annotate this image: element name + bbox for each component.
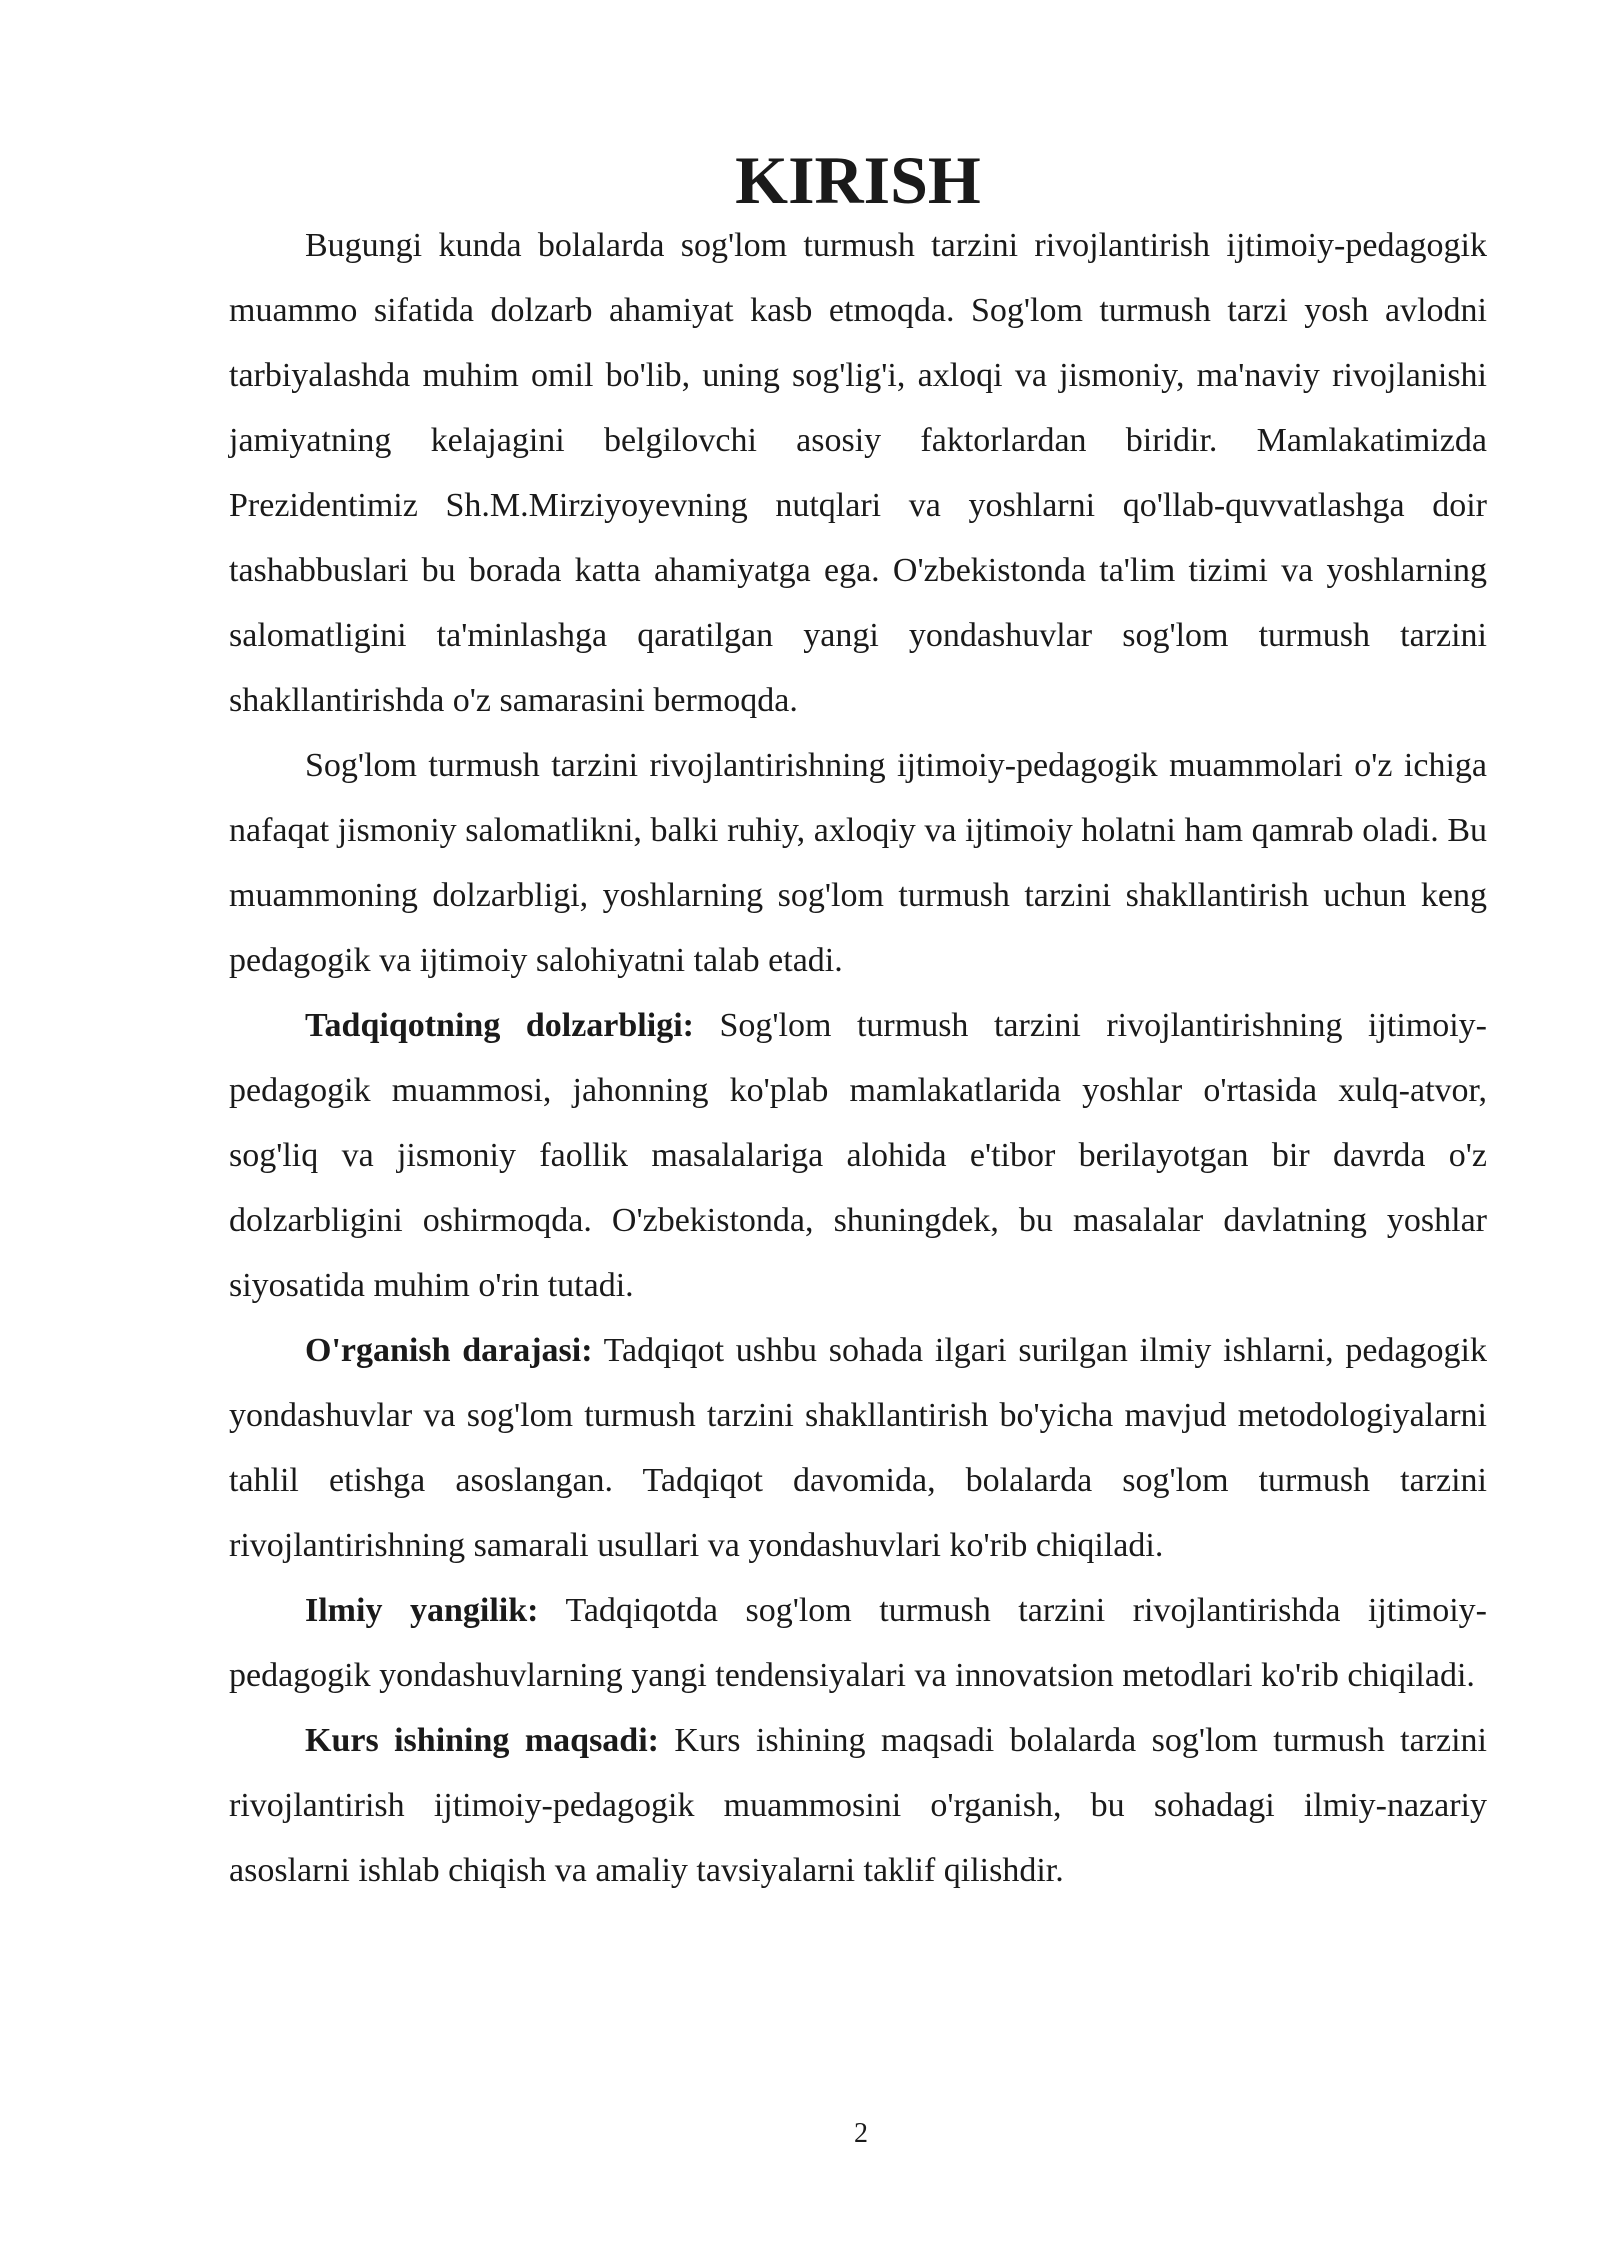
paragraph-text: Bugungi kunda bolalarda sog'lom turmush tarzini rivojlantirish ijtimoiy-pedagogik muammo sifatida dolzarb ahamiyat kasb etmoqda. Sog'lom turmush tarzi yosh avlodni tarbiyalashda muhim omil bo'lib, uning sog'lig'i, axloqi va jismoniy, ma'naviy rivojlanishi jamiyatning kelajagini belgilovchi asosiy faktorlardan biridir. Mamlakatimizda Prezidentimiz Sh.M.Mirziyoyevning nutqlari va yoshlarni qo'llab-quvvatlashga doir tashabbuslari bu borada katta ahamiyatga ega. O'zbekistonda ta'lim tizimi va yoshlarning salomatligini ta'minlashga qaratilgan yangi yondashuvlar sog'lom turmush tarzini shakllantirishda o'z samarasini bermoqda. [229, 227, 1487, 719]
paragraph-lead: Tadqiqotning dolzarbligi: [305, 1007, 694, 1044]
paragraph-lead: O'rganish darajasi: [305, 1332, 593, 1369]
page-body [229, 142, 1488, 1903]
paragraph-study-level [229, 1318, 1487, 1578]
section-title: KIRISH [735, 142, 981, 218]
paragraph-text: Tadqiqot ushbu sohada ilgari surilgan ilmiy ishlarni, pedagogik yondashuvlar va sog'lom turmush tarzini shakllantirish bo'yicha mavjud metodologiyalarni tahlil etishga asoslangan. Tadqiqot davomida, bolalarda sog'lom turmush tarzini rivojlantirishning samarali usullari va yondashuvlari ko'rib chiqiladi. [229, 1332, 1488, 1564]
paragraph-novelty [229, 1578, 1487, 1708]
paragraph-lead: Ilmiy yangilik: [305, 1592, 539, 1629]
paragraph-text: Sog'lom turmush tarzini rivojlantirishning ijtimoiy-pedagogik muammosi, jahonning ko'plab mamlakatlarida yoshlar o'rtasida xulq-atvor, sog'liq va jismoniy faollik masalalariga alohida e'tibor berilayotgan bir davrda o'z dolzarbligini oshirmoqda. O'zbekistonda, shuningdek, bu masalalar davlatning yoshlar siyosatida muhim o'rin tutadi. [229, 1007, 1487, 1304]
paragraph-lead: Kurs ishining maqsadi: [305, 1722, 659, 1759]
paragraph-text: Tadqiqotda sog'lom turmush tarzini rivojlantirishda ijtimoiy-pedagogik yondashuvlarning yangi tendensiyalari va innovatsion metodlari ko'rib chiqiladi. [229, 1592, 1487, 1694]
paragraph-intro [229, 213, 1487, 733]
paragraph-text: Kurs ishining maqsadi bolalarda sog'lom turmush tarzini rivojlantirish ijtimoiy-pedagogik muammosini o'rganish, bu sohadagi ilmiy-nazariy asoslarni ishlab chiqish va amaliy tavsiyalarni taklif qilishdir. [229, 1722, 1487, 1889]
paragraph-text: Sog'lom turmush tarzini rivojlantirishning ijtimoiy-pedagogik muammolari o'z ichiga nafaqat jismoniy salomatlikni, balki ruhiy, axloqiy va ijtimoiy holatni ham qamrab oladi. Bu muammoning dolzarbligi, yoshlarning sog'lom turmush tarzini shakllantirish uchun keng pedagogik va ijtimoiy salohiyatni talab etadi. [229, 747, 1487, 979]
paragraph-relevance [229, 993, 1487, 1318]
page-number: 2 [854, 2118, 868, 2149]
paragraph-problems [229, 733, 1487, 993]
paragraph-goal [229, 1708, 1487, 1903]
